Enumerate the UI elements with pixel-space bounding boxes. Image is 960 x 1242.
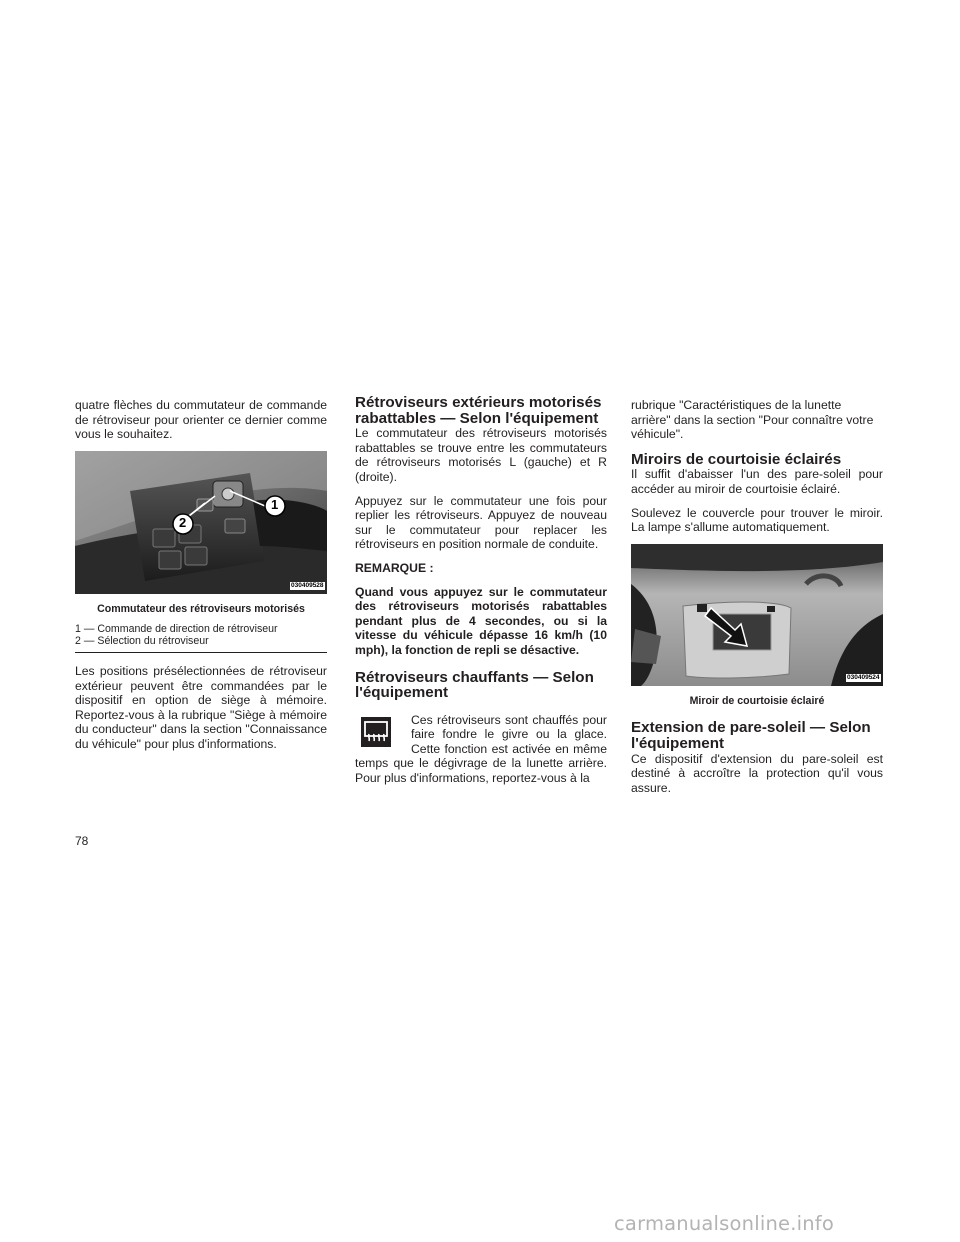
intro-paragraph: quatre flèches du commutateur de commande de rétroviseur pour orienter ce dernier comme vous le souhaitez. bbox=[75, 398, 327, 442]
callout-2-label: 2 bbox=[179, 514, 187, 530]
rear-defrost-icon bbox=[361, 717, 391, 747]
heated-mirror-block bbox=[355, 713, 607, 786]
memory-paragraph: Les positions présélectionnées de rétroviseur extérieur peuvent être commandées par le dispositif en option de siège à mémoire. Reportez-vous à la rubrique "Siège à mémoire du conducteur" dans la section "Connaissance du véhicule" pour plus d'informations. bbox=[75, 663, 327, 751]
folding-paragraph-1: Le commutateur des rétroviseurs motorisés rabattables se trouve entre les commutateurs de rétroviseurs motorisés L (gauche) et R (droite). bbox=[355, 426, 607, 484]
door-panel-illustration bbox=[75, 451, 327, 594]
section-heading-power-folding: Rétroviseurs extérieurs motorisés rabattables — Selon l'équipement bbox=[355, 394, 602, 427]
mirror-switch-photo bbox=[75, 451, 327, 594]
legend-divider bbox=[75, 652, 327, 653]
figure-caption: Commutateur des rétroviseurs motorisés bbox=[97, 602, 305, 615]
vanity-paragraph-1: Il suffit d'abaisser l'un des pare-soleil pour accéder au miroir de courtoisie éclairé. bbox=[631, 467, 883, 496]
legend-item-1: 1 — Commande de direction de rétroviseur bbox=[75, 623, 278, 636]
left-column bbox=[75, 398, 327, 761]
folding-paragraph-2: Appuyez sur le commutateur une fois pour replier les rétroviseurs. Appuyez de nouveau sur le commutateur pour replacer les rétroviseurs en position normale de conduite. bbox=[355, 493, 607, 552]
figure-code: 030409524 bbox=[847, 673, 880, 681]
callout-1-label: 1 bbox=[271, 496, 279, 512]
continuation-paragraph: rubrique "Caractéristiques de la lunette arrière" dans la section "Pour connaître votre véhicule". bbox=[631, 398, 874, 442]
sun-visor-illustration bbox=[631, 544, 883, 686]
heated-paragraph: Ces rétroviseurs sont chauffés pour faire fondre le givre ou la glace. Cette fonction est activée en même temps que le dégivrage de la lunette arrière. Pour plus d'informations, reportez-vous à la bbox=[355, 712, 607, 786]
page-number: 78 bbox=[75, 834, 89, 848]
vanity-mirror-photo bbox=[631, 544, 883, 686]
note-text: Quand vous appuyez sur le commutateur des rétroviseurs motorisés rabattables pendant plus de 4 secondes, ou si la vitesse du véhicule dépasse 16 km/h (10 mph), la fonction de repli se désactive. bbox=[355, 584, 607, 657]
section-heading-vanity-mirrors: Miroirs de courtoisie éclairés bbox=[631, 450, 842, 468]
section-heading-visor-extension: Extension de pare-soleil — Selon l'équipement bbox=[631, 719, 871, 752]
watermark: carmanualsonline.info bbox=[614, 1212, 834, 1235]
vanity-paragraph-2: Soulevez le couvercle pour trouver le miroir. La lampe s'allume automatiquement. bbox=[631, 505, 883, 535]
legend-item-2: 2 — Sélection du rétroviseur bbox=[75, 635, 209, 648]
figure-caption: Miroir de courtoisie éclairé bbox=[689, 694, 825, 707]
note-label: REMARQUE : bbox=[355, 560, 434, 575]
figure-code: 030409528 bbox=[291, 581, 324, 589]
extension-paragraph: Ce dispositif d'extension du pare-soleil est destiné à accroître la protection qu'il vous assure. bbox=[631, 751, 883, 795]
right-column bbox=[631, 398, 883, 804]
section-heading-heated-mirrors: Rétroviseurs chauffants — Selon l'équipement bbox=[355, 668, 594, 702]
middle-column bbox=[355, 395, 607, 795]
